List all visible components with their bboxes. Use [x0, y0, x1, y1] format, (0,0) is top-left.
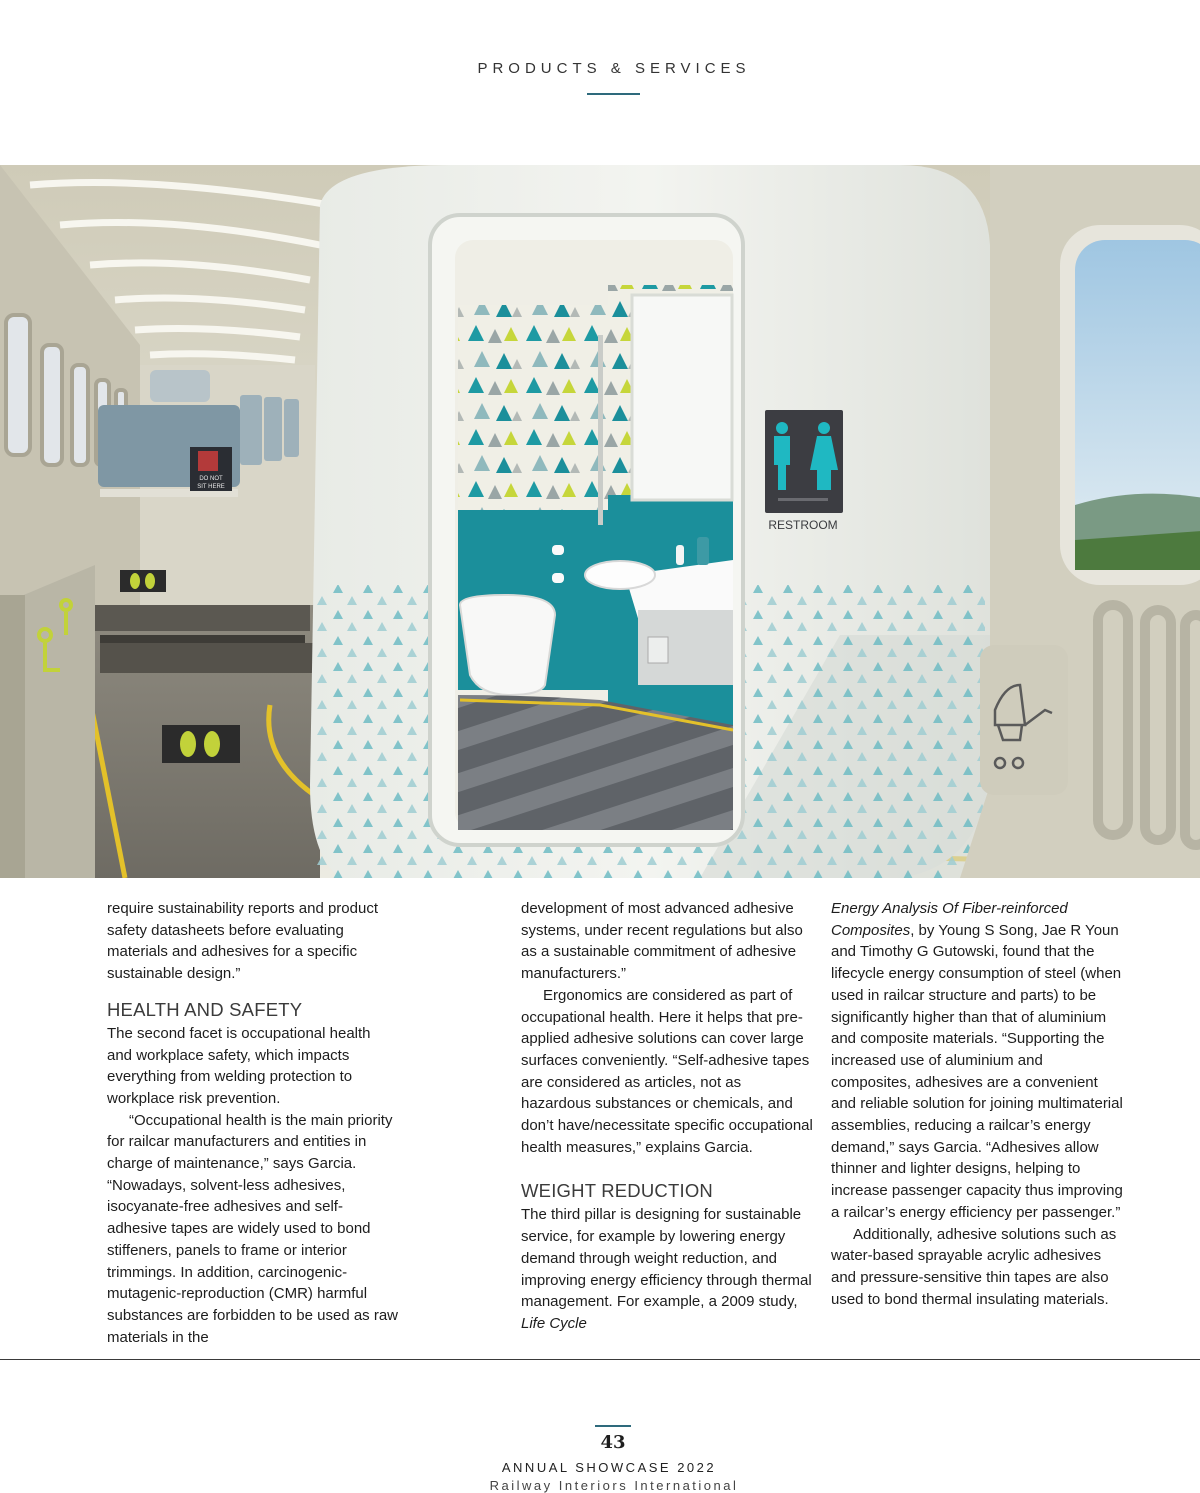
article-column-2	[521, 898, 813, 1335]
svg-text:DO NOT: DO NOT	[199, 476, 223, 482]
paragraph-text: The third pillar is designing for sustainable service, for example by lowering energy demand through weight reduction, and improving energy efficiency through thermal management. For example, a 2009 study,	[521, 1206, 812, 1311]
svg-text:SIT HERE: SIT HERE	[197, 484, 225, 490]
paragraph-text: , by Young S Song, Jae R Youn and Timothy G Gutowski, found that the lifecycle energy consumption of steel (when used in railcar structure and parts) to be significantly higher than that of aluminium and composite materials. “Supporting the increased use of aluminium and composites, adhesives are a convenient and reliable solution for joining multimaterial assemblies, reducing a railcar’s energy demand,” says Garcia. “Adhesives allow thinner and lighter designs, helping to increase passenger capacity thus improving a railcar’s energy efficiency per passenger.”	[831, 921, 1123, 1221]
section-label: PRODUCTS & SERVICES	[477, 60, 751, 77]
paragraph: “Occupational health is the main priority for railcar manufacturers and entities in charge of maintenance,” says Garcia. “Nowadays, solvent-less adhesives, isocyanate-free adhesives and self-adhesive tapes are widely used to bond stiffeners, panels to frame or interior trimmings. In addition, carcinogenic-mutagenic-reproduction (CMR) harmful substances are forbidden to be used as raw materials in the	[107, 1111, 399, 1346]
paragraph	[831, 898, 1123, 1224]
paragraph: require sustainability reports and product safety datasheets before evaluating materials and adhesives for a specific sustainable design.”	[107, 900, 378, 983]
publication-title: Railway Interiors International	[489, 1478, 739, 1493]
paragraph: The second facet is occupational health and workplace safety, which impacts everything from welding protection to workplace risk prevention.	[107, 1024, 371, 1107]
paragraph: development of most advanced adhesive systems, under recent regulations but also as a sustainable commitment of adhesive manufacturers.”	[521, 900, 803, 983]
page-number: 43	[600, 1432, 626, 1453]
publication-issue: ANNUAL SHOWCASE 2022	[501, 1460, 717, 1475]
article-column-1	[107, 898, 399, 1348]
section-rule	[587, 93, 640, 95]
footprint-icon	[162, 725, 240, 763]
study-title: Energy Analysis Of Fiber-reinforced Composites	[831, 900, 1068, 939]
footprint-icon	[120, 570, 166, 592]
paragraph: Additionally, adhesive solutions such as water-based sprayable acrylic adhesives and pressure-sensitive thin tapes are also used to bond thermal insulating materials.	[831, 1225, 1117, 1308]
paragraph: Ergonomics are considered as part of occupational health. Here it helps that pre-applied adhesive solutions can cover large surfaces conveniently. “Self-adhesive tapes are considered as articles, not as hazardous substances or chemicals, and don’t have/necessitate specific occupational health measures,” explains Garcia.	[521, 986, 813, 1156]
folio-rule	[595, 1425, 631, 1427]
svg-text:RESTROOM: RESTROOM	[768, 518, 838, 532]
study-title: Life Cycle	[521, 1314, 587, 1332]
article-column-3	[831, 898, 1123, 1310]
train-interior-illustration	[0, 165, 1200, 878]
restroom-sign-icon	[765, 410, 843, 513]
subheading-health-and-safety: HEALTH AND SAFETY	[107, 998, 303, 1020]
paragraph	[521, 1204, 813, 1334]
footer-rule	[0, 1359, 1200, 1360]
hero-photo	[0, 165, 1200, 878]
subheading-weight-reduction: WEIGHT REDUCTION	[521, 1180, 713, 1202]
